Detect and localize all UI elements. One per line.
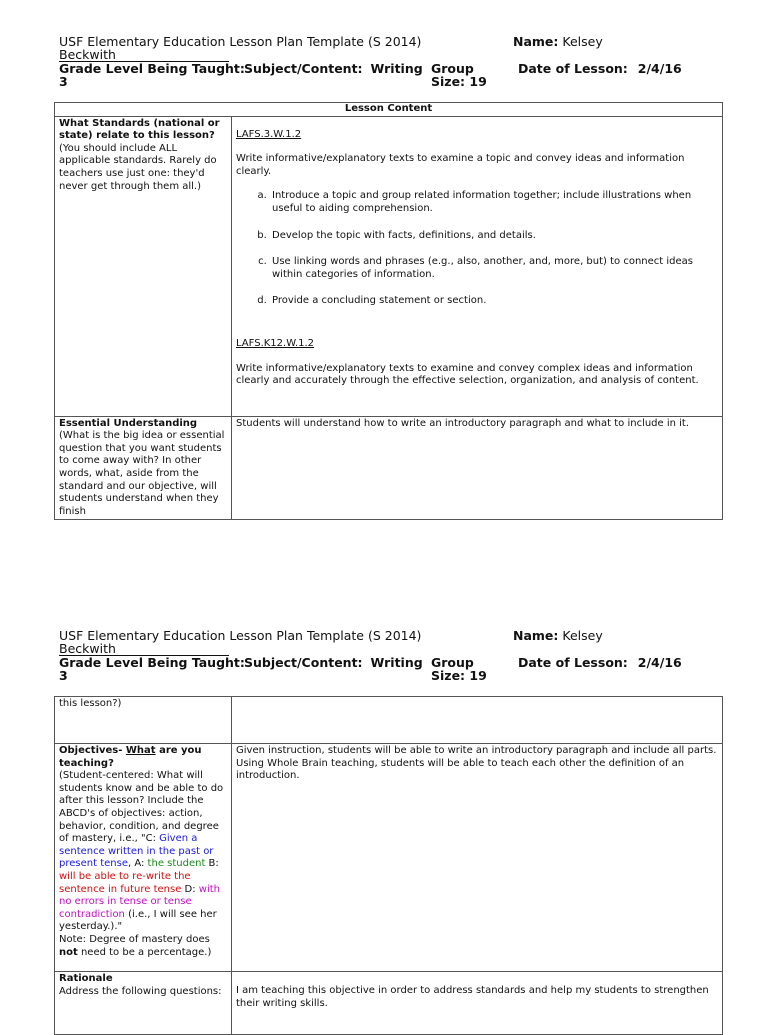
name-label: Name:	[513, 34, 559, 49]
objectives-heading-emphasis: What	[125, 745, 156, 756]
grade-value: 3	[59, 668, 68, 683]
rationale-label-cell	[55, 972, 232, 1035]
subject-label: Subject/Content:	[244, 655, 363, 670]
continuation-content-cell	[232, 697, 723, 744]
objective-b-label: B:	[205, 858, 219, 870]
mastery-note-b: need to be a percentage.)	[77, 946, 212, 958]
objectives-note-intro: (Student-centered: What will students know and be able to do after this lesson? Include the ABCD's of objectives: action, behavior, condition, and degree of mastery, i.e., "C:	[59, 770, 224, 845]
standards-label-cell	[55, 116, 232, 416]
date-value: 2/4/16	[637, 61, 682, 76]
essential-label-cell	[55, 416, 232, 520]
continuation-label-cell	[55, 697, 232, 744]
essential-content-cell	[232, 416, 723, 520]
standard-1-text: Write informative/explanatory texts to examine a topic and convey ideas and information clearly.	[236, 153, 685, 177]
subject-field	[244, 62, 423, 75]
list-item: c. Use linking words and phrases (e.g., also, another, and, more, but) to connect ideas within categories of information.	[270, 256, 718, 281]
date-field	[518, 62, 682, 75]
objective-answer-2: Using Whole Brain teaching, students will be able to teach each other the definition of an introduction.	[236, 757, 685, 782]
lesson-content-table-continued	[54, 696, 723, 1035]
list-item: a. Introduce a topic and group related information together; include illustrations when useful to aiding comprehension.	[270, 190, 718, 215]
group-label: Group	[431, 655, 474, 670]
rationale-content-cell	[232, 972, 723, 1035]
standards-note: (You should include ALL applicable standards. Rarely do teachers use just one: they'd never get through them all.)	[59, 142, 217, 192]
objectives-label-cell	[55, 744, 232, 972]
group-size: Size: 19	[431, 74, 487, 89]
list-item: b. Develop the topic with facts, definitions, and details.	[270, 230, 718, 243]
grade-label: Grade Level Being Taught:	[59, 655, 245, 670]
continuation-text: this lesson?)	[59, 698, 122, 709]
date-label: Date of Lesson:	[518, 61, 628, 76]
objective-degree: with no errors in tense or tense contradiction	[59, 883, 221, 920]
subject-field	[244, 656, 423, 669]
essential-answer: Students will understand how to write an introductory paragraph and what to include in it.	[236, 417, 690, 429]
standard-2-text: Write informative/explanatory texts to examine and convey complex ideas and information clearly and accurately through the effective selection, organization, and analysis of content.	[236, 362, 699, 387]
subject-value: Writing	[370, 655, 423, 670]
group-label: Group	[431, 61, 474, 76]
objectives-note	[59, 770, 227, 934]
name-continuation: Beckwith	[59, 642, 229, 656]
objectives-heading	[59, 745, 227, 770]
template-title: USF Elementary Education Lesson Plan Template (S 2014)	[59, 34, 422, 49]
name-value: Kelsey	[562, 34, 603, 49]
standard-2-code: LAFS.K12.W.1.2	[236, 337, 315, 349]
mastery-note-a: Note: Degree of mastery does	[59, 933, 210, 945]
standards-content-cell	[232, 116, 723, 416]
rationale-heading: Rationale	[59, 973, 113, 984]
objectives-heading-suffix: are you teaching?	[59, 745, 202, 769]
standards-heading: What Standards (national or state) relate to this lesson?	[59, 117, 220, 142]
name-field	[513, 35, 603, 48]
date-field	[518, 656, 682, 669]
date-value: 2/4/16	[637, 655, 682, 670]
standard-1-code: LAFS.3.W.1.2	[236, 128, 302, 140]
rationale-note: Address the following questions:	[59, 985, 222, 997]
group-size: Size: 19	[431, 668, 487, 683]
name-label: Name:	[513, 628, 559, 643]
standard-1-list	[236, 190, 718, 308]
objective-condition: Given a sentence written in the past or present tense	[59, 833, 214, 870]
objectives-mastery-note	[59, 934, 227, 959]
name-field	[513, 629, 603, 642]
grade-value: 3	[59, 74, 68, 89]
subject-value: Writing	[370, 61, 423, 76]
name-value: Kelsey	[562, 628, 603, 643]
subject-label: Subject/Content:	[244, 61, 363, 76]
list-item: d. Provide a concluding statement or section.	[270, 295, 718, 308]
objective-d-label: D:	[181, 883, 196, 895]
objectives-content-cell	[232, 744, 723, 972]
objective-audience: the student	[144, 858, 206, 870]
lesson-content-title: Lesson Content	[55, 103, 723, 117]
objective-answer-1: Given instruction, students will be able to write an introductory paragraph and include all parts.	[236, 745, 717, 756]
mastery-note-not: not	[59, 946, 78, 958]
lesson-content-table	[54, 102, 723, 520]
essential-note: (What is the big idea or essential question that you want students to come away with? In other words, what, aside from the standard and our objective, will students understand when they finish	[59, 430, 225, 517]
name-continuation: Beckwith	[59, 48, 229, 62]
rationale-answer: I am teaching this objective in order to address standards and help my students to strengthen their writing skills.	[236, 985, 709, 1009]
essential-heading: Essential Understanding	[59, 417, 198, 429]
grade-label: Grade Level Being Taught:	[59, 61, 245, 76]
objectives-heading-prefix: Objectives-	[59, 745, 123, 756]
objectives-example: (i.e., I will see her yesterday.)."	[59, 908, 217, 933]
objective-a-label: , A:	[127, 858, 145, 870]
template-title: USF Elementary Education Lesson Plan Template (S 2014)	[59, 628, 422, 643]
objective-behavior: will be able to re-write the sentence in future tense	[59, 870, 191, 895]
date-label: Date of Lesson:	[518, 655, 628, 670]
